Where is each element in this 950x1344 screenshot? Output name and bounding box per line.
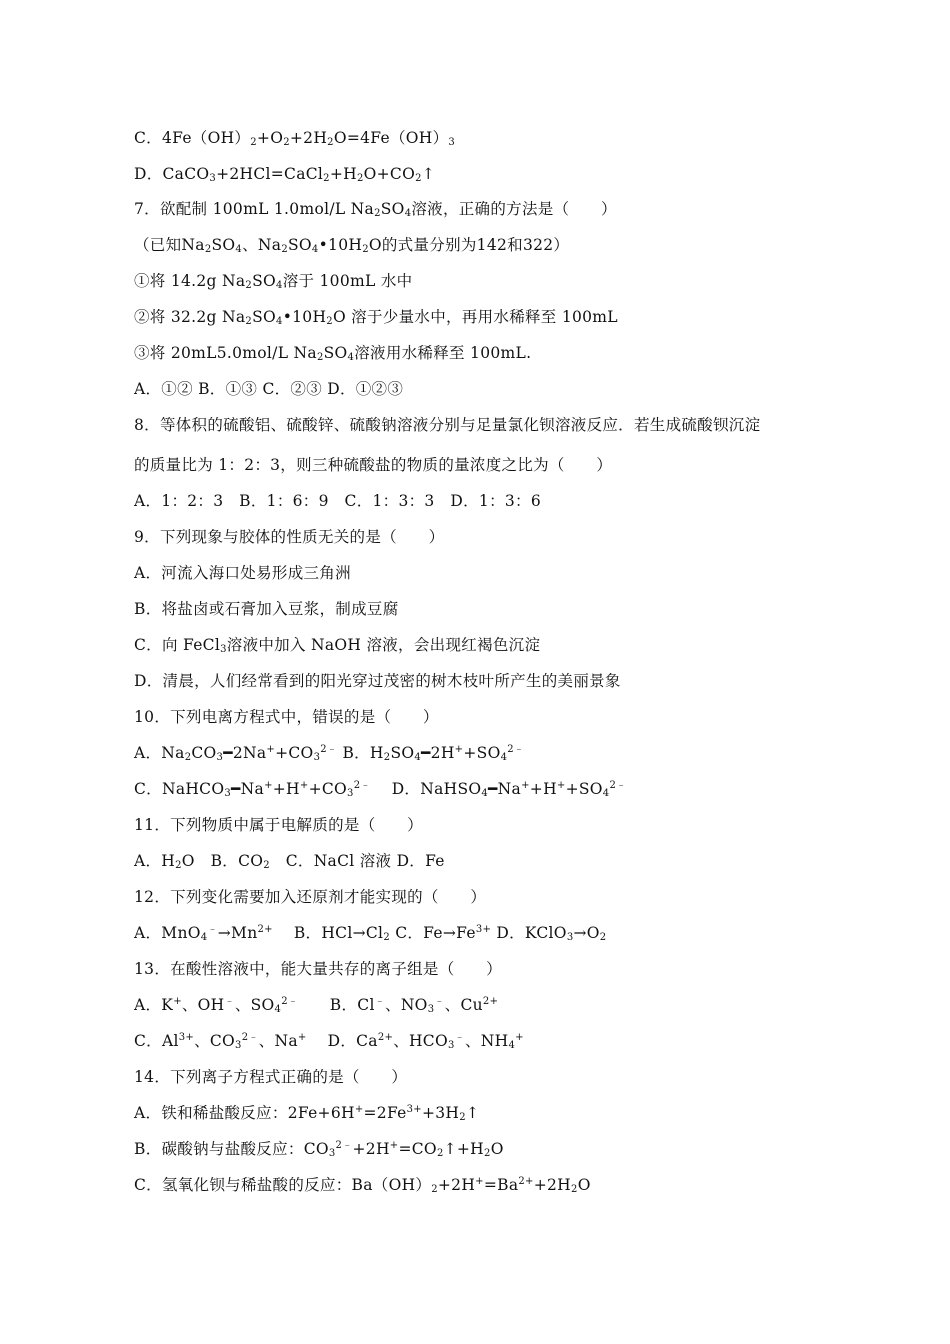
text-line: 12．下列变化需要加入还原剂才能实现的（ ） — [134, 888, 487, 906]
text-line: 8．等体积的硫酸铝、硫酸锌、硫酸钠溶液分别与足量氯化钡溶液反应．若生成硫酸钡沉淀 — [134, 416, 761, 434]
text-line: A．$H_2O$ B．$CO_2$ C．NaCl 溶液 D．Fe — [134, 852, 445, 871]
text-line: A．河流入海口处易形成三角洲 — [134, 564, 351, 582]
text-line: B．将盐卤或石膏加入豆浆，制成豆腐 — [134, 600, 399, 618]
text-line: A．$Na_2CO_3━2Na^++CO_3^{2﹣}$ B．$H_2SO_4━2H^++SO_4^{2﹣}$ — [134, 744, 525, 763]
text-line: ③将 20mL5.0mol/L $Na_2SO_4$溶液用水稀释至 100mL. — [134, 344, 532, 363]
text-line: A．$MnO_4^﹣\to Mn^{2+}$ B．$HCl\to Cl_2$ C．$Fe\to Fe^{3+}$ D．$KClO_3\to O_2$ — [134, 924, 607, 943]
text-line: D．$CaCO_3+2HCl=CaCl_2+H_2O+CO_2↑$ — [134, 165, 436, 184]
text-line: A．①② B．①③ C．②③ D．①②③ — [134, 380, 404, 398]
text-line: B．碳酸钠与盐酸反应：$CO_3^{2﹣}+2H^+=CO_2↑+H_2O$ — [134, 1140, 504, 1159]
text-line: 的质量比为 1：2：3，则三种硫酸盐的物质的量浓度之比为（ ） — [134, 456, 613, 474]
text-line: 14．下列离子方程式正确的是（ ） — [134, 1068, 408, 1086]
text-line: A．1：2：3 B．1：6：9 C．1：3：3 D．1：3：6 — [134, 492, 542, 510]
text-line: 11．下列物质中属于电解质的是（ ） — [134, 816, 423, 834]
text-line: 7．欲配制 100mL 1.0mol/L $Na_2SO_4$溶液，正确的方法是（ ） — [134, 200, 617, 219]
text-line: C．氢氧化钡与稀盐酸的反应：$Ba(OH)_2+2H^+=Ba^{2+}+2H_2O$ — [134, 1176, 591, 1195]
text-line: A．K+、OH﹣、$SO_4^{2﹣}$ B．Cl﹣、$NO_3^﹣$、$Cu^{2+}$ — [134, 996, 499, 1015]
text-line: 10．下列电离方程式中，错误的是（ ） — [134, 708, 439, 726]
text-line: D．清晨，人们经常看到的阳光穿过茂密的树木枝叶所产生的美丽景象 — [134, 672, 621, 690]
text-line: 13．在酸性溶液中，能大量共存的离子组是（ ） — [134, 960, 502, 978]
text-line: C．向 FeCl$_3$溶液中加入 NaOH 溶液，会出现红褐色沉淀 — [134, 636, 541, 655]
text-line: C．$Al^{3+}$、$CO_3^{2﹣}$、Na+ D．$Ca^{2+}$、$HCO_3^﹣$、$NH_4^+$ — [134, 1032, 524, 1051]
text-line: （已知$Na_2SO_4$、$Na_2SO_4•10H_2O$的式量分别为142和322） — [134, 236, 570, 255]
text-line: 9．下列现象与胶体的性质无关的是（ ） — [134, 528, 445, 546]
text-line: C．$NaHCO_3━Na^++H^++CO_3^{2﹣}$ D．$NaHSO_4━Na^++H^++SO_4^{2﹣}$ — [134, 780, 627, 799]
text-line: ②将 32.2g $Na_2SO_4•10H_2O$ 溶于少量水中，再用水稀释至 100mL — [134, 308, 618, 327]
text-line: ①将 14.2g $Na_2SO_4$溶于 100mL 水中 — [134, 272, 413, 291]
text-line: C．$4Fe(OH)_2+O_2+2H_2O=4Fe(OH)_3$ — [134, 129, 456, 148]
text-line: A．铁和稀盐酸反应：$2Fe+6H^+=2Fe^{3+}+3H_2↑$ — [134, 1104, 480, 1123]
